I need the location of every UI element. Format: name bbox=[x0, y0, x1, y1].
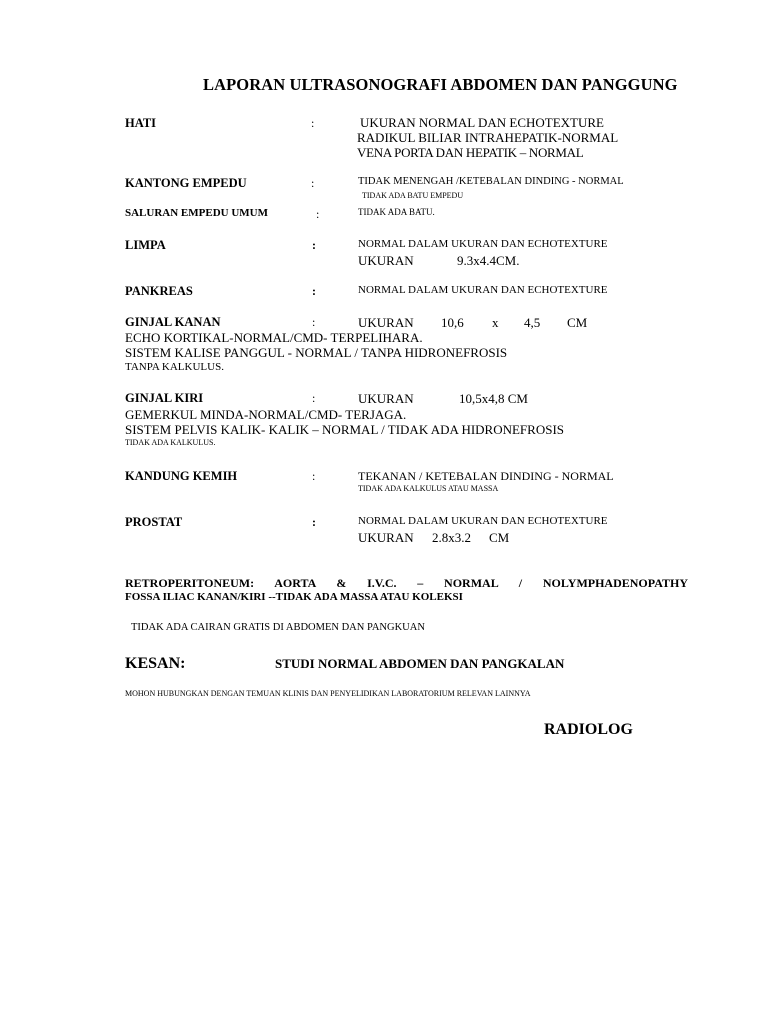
kantong-empedu-line1: TIDAK MENENGAH /KETEBALAN DINDING - NORMAL bbox=[358, 176, 624, 187]
ginjal-kanan-label: GINJAL KANAN bbox=[125, 315, 221, 329]
kandung-kemih-line2: TIDAK ADA KALKULUS ATAU MASSA bbox=[358, 484, 499, 493]
limpa-ukuran-label: UKURAN bbox=[358, 253, 414, 268]
kesan-label: KESAN: bbox=[125, 655, 186, 672]
ginjal-kanan-colon: : bbox=[312, 315, 316, 329]
ginjal-kanan-dim1: 10,6 bbox=[441, 315, 464, 330]
kantong-empedu-label: KANTONG EMPEDU bbox=[125, 176, 247, 190]
ginjal-kiri-label: GINJAL KIRI bbox=[125, 391, 204, 405]
prostat-ukuran-value: 2.8x3.2 bbox=[432, 530, 471, 545]
saluran-empedu-colon: : bbox=[316, 207, 320, 221]
report-title: LAPORAN ULTRASONOGRAFI ABDOMEN DAN PANGGUNG bbox=[203, 75, 678, 94]
ginjal-kanan-unit: CM bbox=[567, 315, 588, 330]
hati-colon: : bbox=[311, 116, 315, 130]
ginjal-kanan-line2: SISTEM KALISE PANGGUL - NORMAL / TANPA HIDRONEFROSIS bbox=[125, 345, 508, 360]
prostat-label: PROSTAT bbox=[125, 515, 183, 529]
pankreas-colon: : bbox=[312, 284, 316, 298]
kandung-kemih-label: KANDUNG KEMIH bbox=[125, 469, 238, 483]
kandung-kemih-line1: TEKANAN / KETEBALAN DINDING - NORMAL bbox=[358, 469, 614, 483]
cairan-note: TIDAK ADA CAIRAN GRATIS DI ABDOMEN DAN PANGKUAN bbox=[131, 622, 425, 633]
limpa-line1: NORMAL DALAM UKURAN DAN ECHOTEXTURE bbox=[358, 238, 608, 250]
ginjal-kiri-line2: SISTEM PELVIS KALIK- KALIK – NORMAL / TIDAK ADA HIDRONEFROSIS bbox=[125, 422, 565, 437]
kantong-empedu-line2: TIDAK ADA BATU EMPEDU bbox=[362, 191, 464, 200]
hati-line1: UKURAN NORMAL DAN ECHOTEXTURE bbox=[360, 115, 604, 130]
ginjal-kiri-ukuran-value: 10,5x4,8 CM bbox=[459, 391, 528, 406]
prostat-unit: CM bbox=[489, 530, 510, 545]
kantong-empedu-colon: : bbox=[311, 176, 315, 190]
limpa-colon: : bbox=[312, 238, 316, 252]
prostat-ukuran-label: UKURAN bbox=[358, 530, 414, 545]
ginjal-kiri-colon: : bbox=[312, 391, 316, 405]
pankreas-line1: NORMAL DALAM UKURAN DAN ECHOTEXTURE bbox=[358, 284, 608, 296]
prostat-colon: : bbox=[312, 515, 316, 529]
ginjal-kiri-line3: TIDAK ADA KALKULUS. bbox=[125, 438, 216, 447]
kandung-kemih-colon: : bbox=[312, 469, 316, 483]
hati-line3: VENA PORTA DAN HEPATIK – NORMAL bbox=[357, 145, 584, 160]
prostat-line1: NORMAL DALAM UKURAN DAN ECHOTEXTURE bbox=[358, 515, 608, 527]
retroperitoneum-line1: RETROPERITONEUM: AORTA & I.V.C. – NORMAL / NOLYMPHADENOPATHY bbox=[125, 576, 688, 590]
kesan-value: STUDI NORMAL ABDOMEN DAN PANGKALAN bbox=[275, 656, 565, 671]
retroperitoneum-line2: FOSSA ILIAC KANAN/KIRI --TIDAK ADA MASSA ATAU KOLEKSI bbox=[125, 591, 463, 603]
ginjal-kanan-dim2: 4,5 bbox=[524, 315, 541, 330]
limpa-label: LIMPA bbox=[125, 238, 166, 252]
ginjal-kiri-ukuran-label: UKURAN bbox=[358, 391, 414, 406]
ginjal-kiri-line1: GEMERKUL MINDA-NORMAL/CMD- TERJAGA. bbox=[125, 407, 407, 422]
limpa-ukuran-value: 9.3x4.4CM. bbox=[457, 253, 520, 268]
ginjal-kanan-ukuran-label: UKURAN bbox=[358, 315, 414, 330]
ginjal-kanan-x: x bbox=[492, 315, 499, 330]
saluran-empedu-label: SALURAN EMPEDU UMUM bbox=[125, 207, 268, 219]
hati-line2: RADIKUL BILIAR INTRAHEPATIK-NORMAL bbox=[357, 130, 619, 145]
saluran-empedu-line1: TIDAK ADA BATU. bbox=[358, 207, 435, 217]
ginjal-kanan-line1: ECHO KORTIKAL-NORMAL/CMD- TERPELIHARA. bbox=[125, 330, 423, 345]
ginjal-kanan-line3: TANPA KALKULUS. bbox=[125, 361, 224, 373]
radiolog-signature: RADIOLOG bbox=[544, 721, 633, 738]
pankreas-label: PANKREAS bbox=[125, 284, 193, 298]
mohon-note: MOHON HUBUNGKAN DENGAN TEMUAN KLINIS DAN PENYELIDIKAN LABORATORIUM RELEVAN LAINNYA bbox=[125, 689, 531, 698]
hati-label: HATI bbox=[125, 116, 157, 130]
